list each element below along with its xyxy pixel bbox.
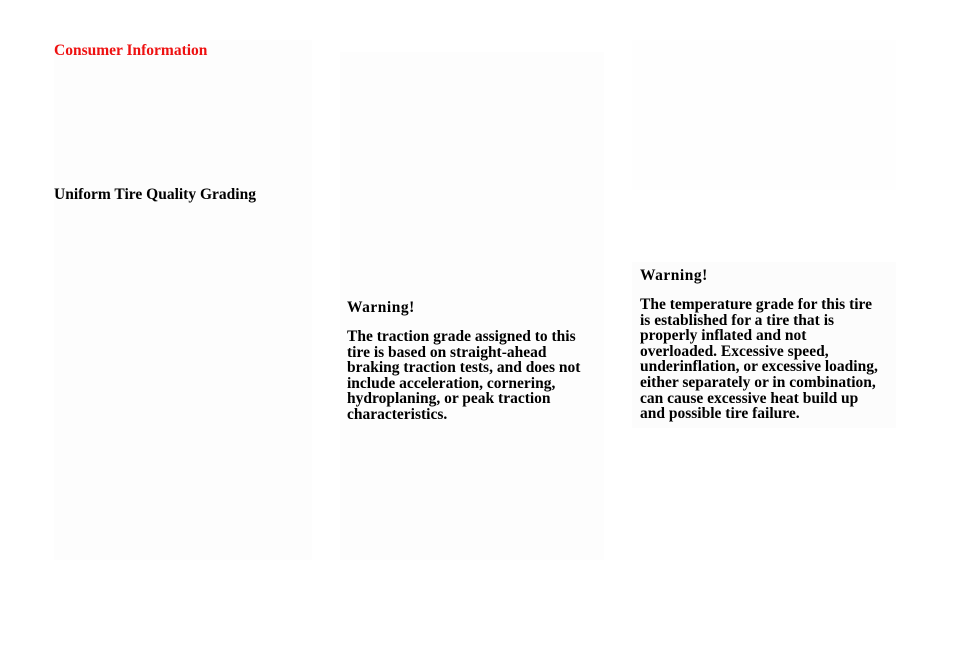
left-column-panel [54, 40, 312, 560]
section-title: Consumer Information [54, 42, 208, 59]
traction-warning [347, 298, 603, 423]
warning-body: The traction grade assigned to this tire is based on straight-ahead braking traction tests, and does not include acceleration, cornering, hydroplaning, or peak traction characteristics. [347, 328, 581, 423]
temperature-warning [640, 266, 896, 422]
subsection-title: Uniform Tire Quality Grading [54, 186, 256, 203]
warning-heading: Warning! [640, 267, 708, 284]
right-column-panel [632, 40, 896, 190]
warning-body: The temperature grade for this tire is established for a tire that is properly inflated and not overloaded. Excessive speed, underinflation, or excessive loading, either separately or in combination, can cause excessive heat build up and possible tire failure. [640, 296, 878, 423]
warning-heading: Warning! [347, 299, 415, 316]
